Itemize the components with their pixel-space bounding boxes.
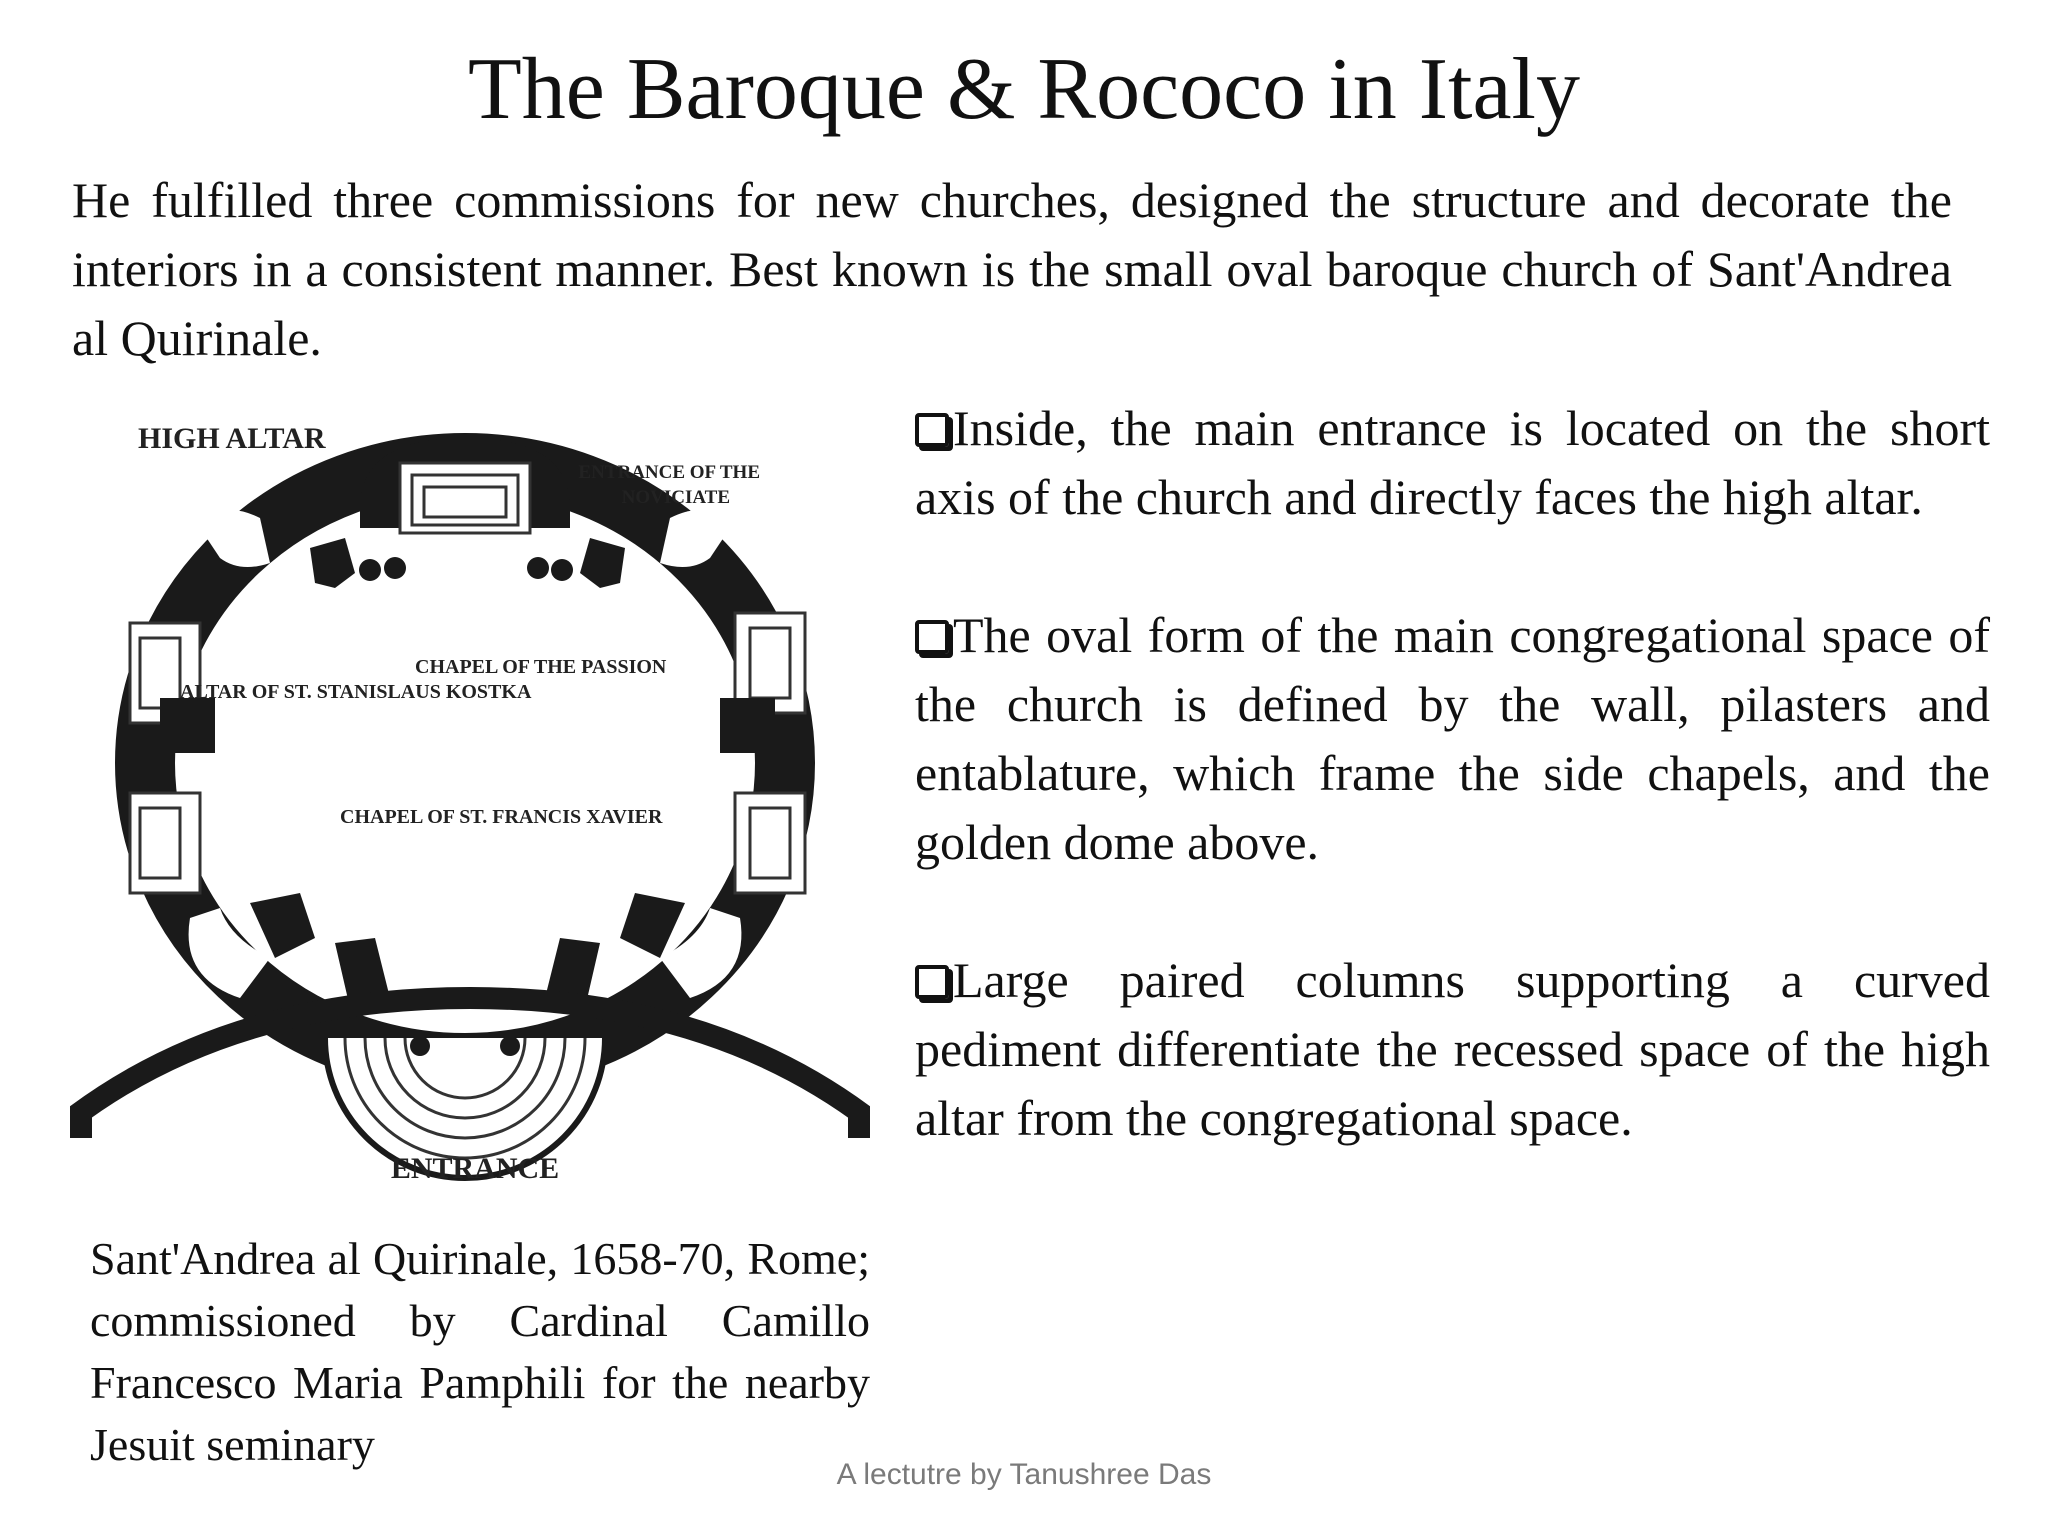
label-stanislaus: ALTAR OF ST. STANISLAUS KOSTKA bbox=[180, 681, 532, 703]
plan-caption: Sant'Andrea al Quirinale, 1658-70, Rome; commissioned by Cardinal Camillo Francesco Maria Pamphili for the nearby Jesuit seminary bbox=[90, 1233, 870, 1470]
floor-plan-diagram bbox=[70, 398, 870, 1198]
checkbox-bullet-icon bbox=[915, 413, 949, 447]
label-noviciate-2: NOVICIATE bbox=[621, 487, 730, 508]
piers bbox=[160, 538, 775, 1008]
bullet-list bbox=[915, 394, 1990, 1222]
label-noviciate-1: ENTRANCE OF THE bbox=[578, 462, 760, 483]
bullet-item: Inside, the main entrance is located on the short axis of the church and directly faces the high altar. bbox=[915, 400, 1990, 525]
label-entrance: ENTRANCE bbox=[390, 1152, 560, 1185]
footer-credit: A lectutre by Tanushree Das bbox=[836, 1458, 1212, 1491]
checkbox-bullet-icon bbox=[915, 965, 949, 999]
label-xavier: CHAPEL OF ST. FRANCIS XAVIER bbox=[340, 806, 663, 828]
bullet-item: The oval form of the main congregational space of the church is defined by the wall, pilasters and entablature, which frame the side chapels, and the golden dome above. bbox=[915, 607, 1990, 870]
intro-paragraph: He fulfilled three commissions for new churches, designed the structure and decorate the interiors in a consistent manner. Best known is the small oval baroque church of Sant'Andrea al Quirinale. bbox=[72, 172, 1952, 366]
label-passion: CHAPEL OF THE PASSION bbox=[415, 656, 667, 678]
entrance-porch bbox=[70, 998, 870, 1178]
slide-title: The Baroque & Rococo in Italy bbox=[468, 41, 1580, 138]
checkbox-bullet-icon bbox=[915, 620, 949, 654]
bullet-item: Large paired columns supporting a curved pediment differentiate the recessed space of the high altar from the congregational space. bbox=[915, 952, 1990, 1146]
label-high-altar: HIGH ALTAR bbox=[138, 422, 326, 455]
